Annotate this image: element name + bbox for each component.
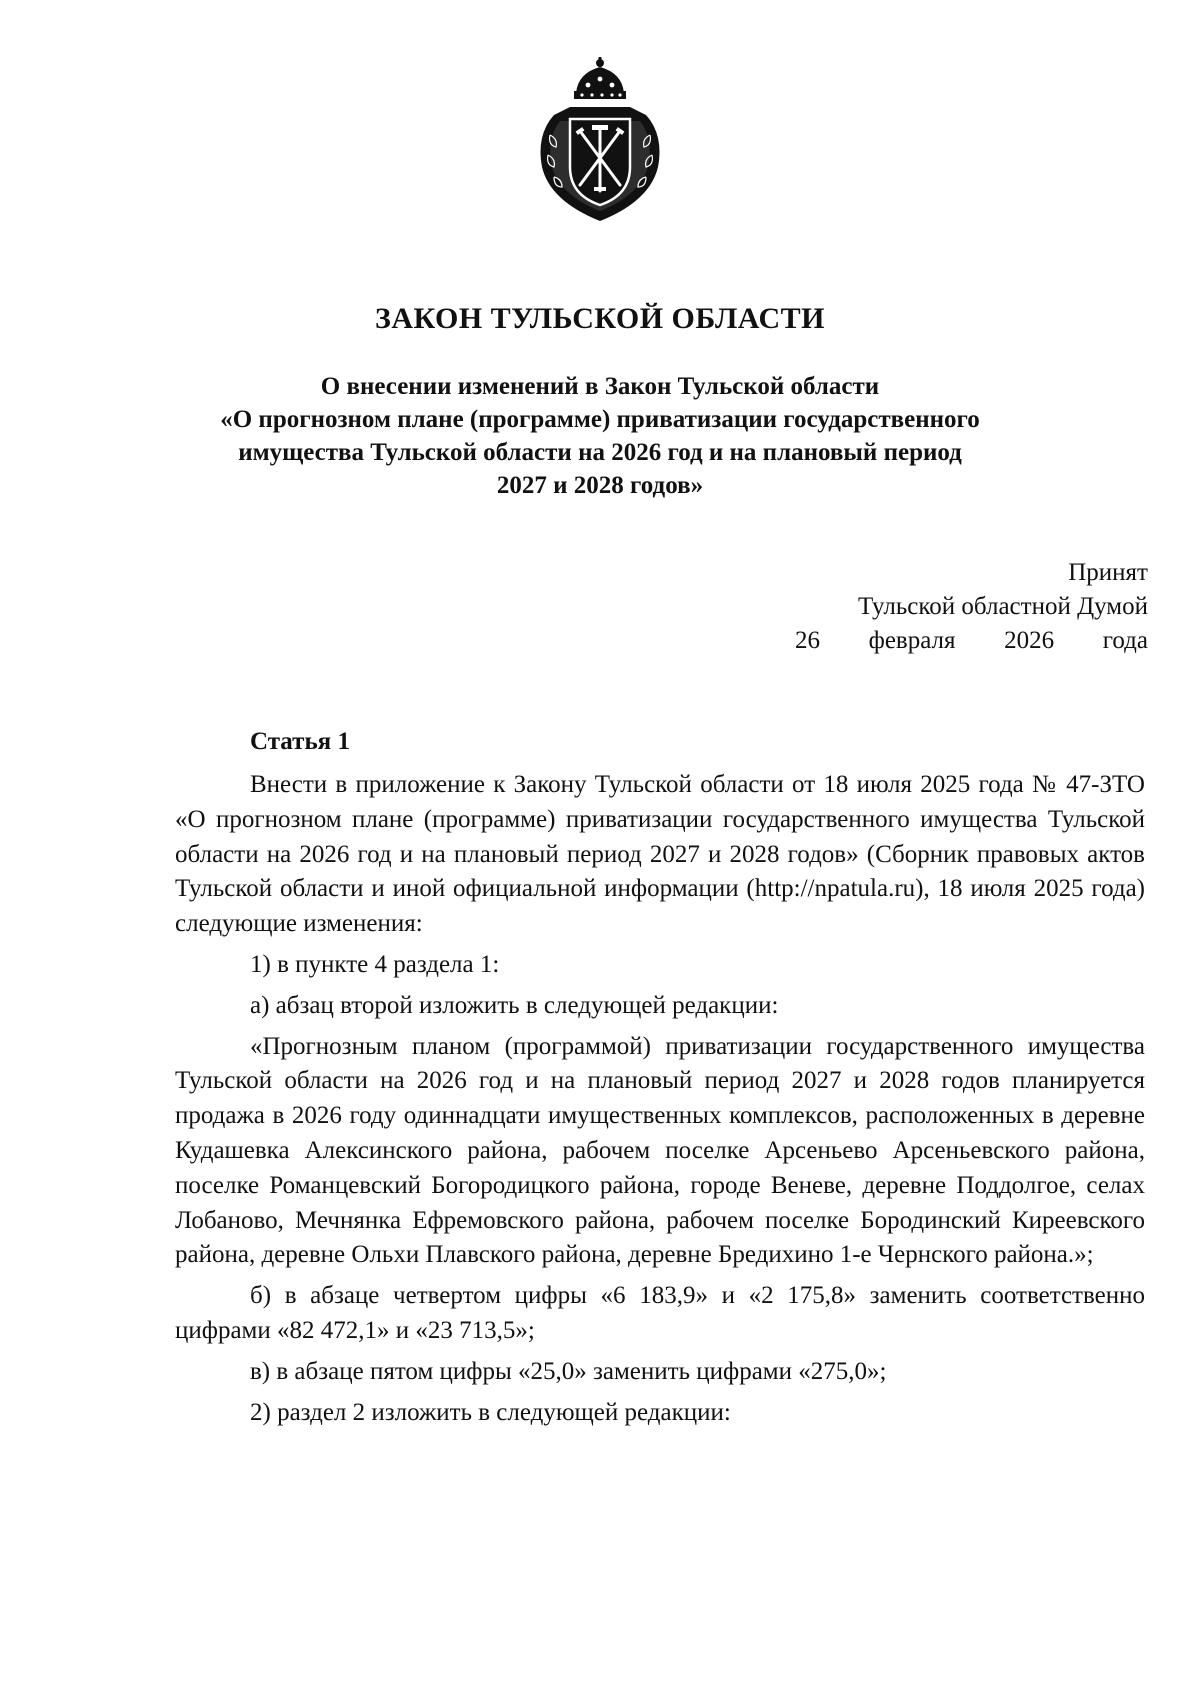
adoption-date [795,624,1148,658]
subtitle-line: «О прогнозном плане (программе) приватизации государственного [220,406,980,433]
adoption-day: 26 [795,627,820,654]
paragraph: в) в абзаце пятом цифры «25,0» заменить цифрами «275,0»; [250,1357,887,1385]
coat-of-arms-emblem [530,55,670,225]
paragraph: Внести в приложение к Закону Тульской области от 18 июля 2025 года № 47-ЗТО «О прогнозном плане (программе) приватизации государственного имущества Тульской области на 2026 год и на плановый период 2027 и 2028 годов» (Сборник правовых актов Тульской области и иной официальной информации (http://npatula.ru), 18 июля 2025 года) следующие изменения: [175,771,1145,938]
adopted-by: Тульской областной Думой [857,593,1148,620]
paragraph: «Прогнозным планом (программой) приватизации государственного имущества Тульской области на 2026 год и на плановый период 2027 и 2028 годов планируется продажа в 2026 году одиннадцати имущественных комплексов, расположенных в деревне Кудашевка Алексинского района, рабочем поселке Арсеньево Арсеньевского района, поселке Романцевский Богородицкого района, городе Веневе, деревне Поддолгое, селах Лобаново, Мечнянка Ефремовского района, рабочем поселке Бородинский Киреевского района, деревне Ольхи Плавского района, деревне Бредихино 1-е Чернского района.»; [175,1032,1145,1269]
adoption-month: февраля [868,627,956,654]
paragraph: а) абзац второй изложить в следующей редакции: [250,991,779,1019]
adoption-block [795,556,1148,658]
law-title: ЗАКОН ТУЛЬСКОЙ ОБЛАСТИ [375,302,825,335]
adoption-year-suffix: года [1102,627,1148,654]
article-body [175,768,1145,1436]
subtitle-line: имущества Тульской области на 2026 год и на плановый период [238,439,962,466]
article-heading: Статья 1 [250,728,350,755]
law-subtitle [150,370,1050,502]
adopted-label: Принят [1068,559,1148,586]
paragraph: 1) в пункте 4 раздела 1: [250,950,500,978]
adoption-year: 2026 [1004,627,1055,654]
paragraph: 2) раздел 2 изложить в следующей редакции: [250,1398,731,1426]
subtitle-line: 2027 и 2028 годов» [496,472,704,499]
subtitle-line: О внесении изменений в Закон Тульской области [320,373,880,400]
paragraph: б) в абзаце четвертом цифры «6 183,9» и «2 175,8» заменить соответственно цифрами «82 472,1» и «23 713,5»; [175,1282,1145,1344]
